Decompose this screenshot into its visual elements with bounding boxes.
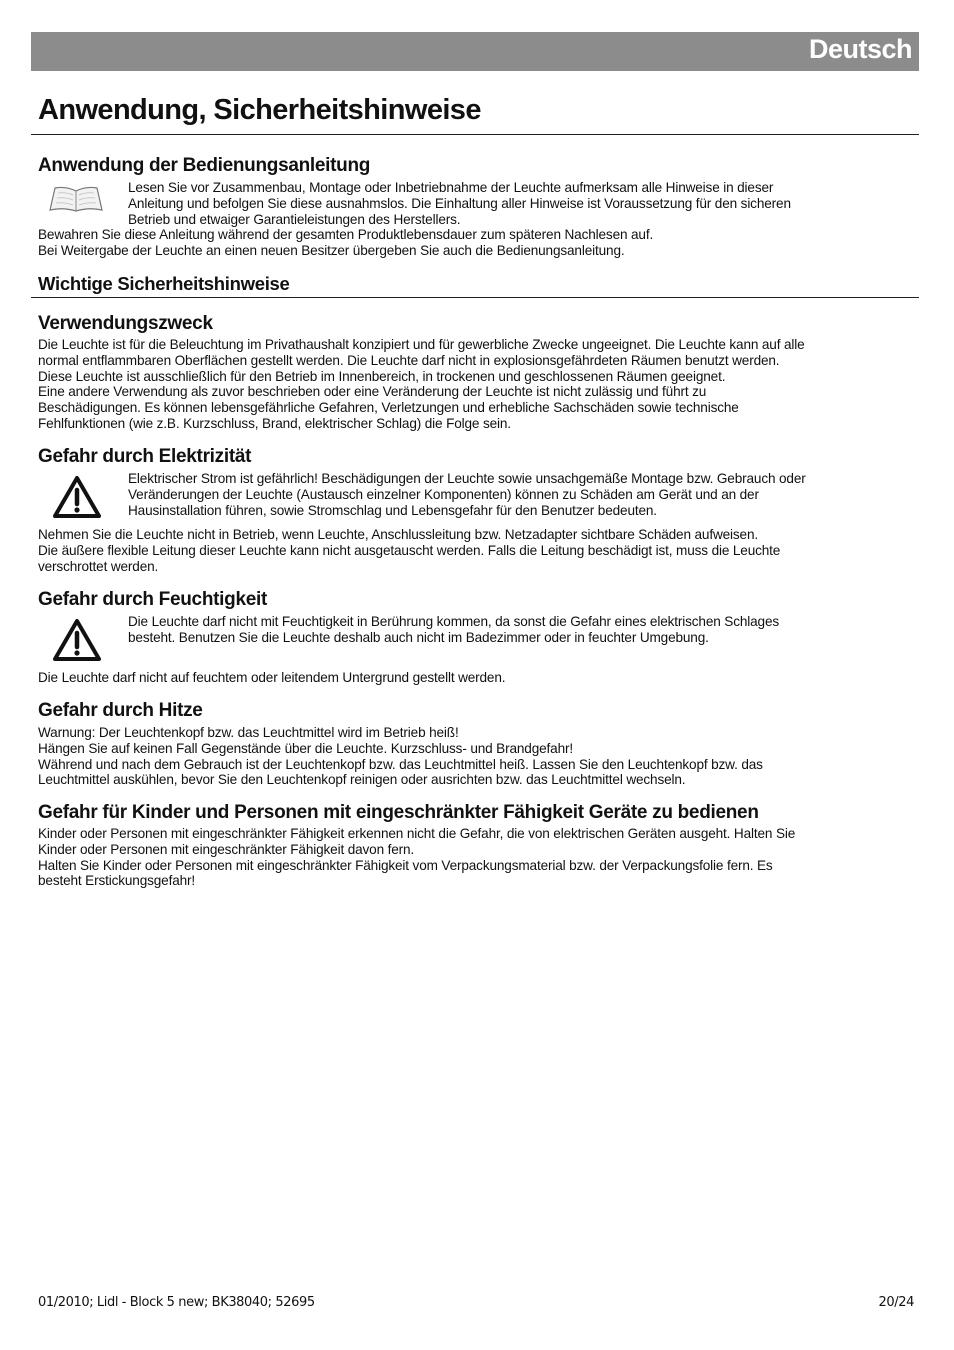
warning-triangle-icon	[52, 475, 102, 524]
children-text: Kinder oder Personen mit eingeschränkter Fähigkeit erkennen nicht die Gefahr, die von elektrischen Geräten ausgeht. Halten Sie Kinder oder Personen mit eingeschränkter Fähigkeit davon fern. Halten Sie Kinder oder Personen mit eingeschränkter Fähigkeit vom Verpackungsmaterial bzw. der Verpackungsfolie fern. Es besteht Erstickungsgefahr!	[38, 826, 796, 889]
manual-text: Bewahren Sie diese Anleitung während der gesamten Produktlebensdauer zum späteren Nachlesen auf. Bei Weitergabe der Leuchte an einen neuen Besitzer übergeben Sie auch die Bedienungsanleitung.	[38, 227, 654, 258]
section-heading-electricity: Gefahr durch Elektrizität	[38, 446, 252, 467]
manual-indented-text: Lesen Sie vor Zusammenbau, Montage oder Inbetriebnahme der Leuchte aufmerksam alle Hinweise in dieser Anleitung und befolgen Sie diese ausnahmslos. Die Einhaltung aller Hinweise ist Voraussetzung für den sicheren Betrieb und etwaiger Garantieleistungen des Herstellers.	[128, 180, 791, 227]
page-title: Anwendung, Sicherheitshinweise	[38, 94, 481, 126]
safety-divider	[31, 297, 919, 298]
section-heading-manual: Anwendung der Bedienungsanleitung	[38, 155, 371, 176]
language-label: Deutsch	[808, 34, 912, 64]
section-heading-heat: Gefahr durch Hitze	[38, 700, 203, 721]
electricity-indented-text: Elektrischer Strom ist gefährlich! Beschädigungen der Leuchte sowie unsachgemäße Montage bzw. Gebrauch oder Veränderungen der Leuchte (Austausch einzelner Komponenten) können zu Schäden am Gerät und an der Hausinstallation führen, sowie Stromschlag und Lebensgefahr für den Benutzer bedeuten.	[128, 471, 806, 518]
section-heading-children: Gefahr für Kinder und Personen mit eingeschränkter Fähigkeit Geräte zu bedienen	[38, 802, 759, 823]
electricity-text: Nehmen Sie die Leuchte nicht in Betrieb, wenn Leuchte, Anschlussleitung bzw. Netzadapter sichtbare Schäden aufweisen. Die äußere flexible Leitung dieser Leuchte kann nicht ausgetauscht werden. Falls die Leitung beschädigt ist, muss die Leuchte verschrottet werden.	[38, 527, 781, 574]
purpose-text: Die Leuchte ist für die Beleuchtung im Privathaushalt konzipiert und für gewerbliche Zwecke ungeeignet. Die Leuchte kann auf alle normal entflammbaren Oberflächen gestellt werden. Die Leuchte darf nicht in explosionsgefährdeten Räumen benutzt werden. Diese Leuchte ist ausschließlich für den Betrieb im Innenbereich, in trockenen und geschlossenen Räumen geeignet. Eine andere Verwendung als zuvor beschrieben oder eine Veränderung der Leuchte ist nicht zulässig und führt zu Beschädigungen. Es können lebensgefährliche Gefahren, Verletzungen und erhebliche Sachschäden sowie technische Fehlfunktionen (wie z.B. Kurzschluss, Brand, elektrischer Schlag) die Folge sein.	[38, 337, 805, 431]
footer-document-info: 01/2010; Lidl - Block 5 new; BK38040; 52695	[38, 1295, 315, 1310]
heat-text: Warnung: Der Leuchtenkopf bzw. das Leuchtmittel wird im Betrieb heiß! Hängen Sie auf keinen Fall Gegenstände über die Leuchte. Kurzschluss- und Brandgefahr! Während und nach dem Gebrauch ist der Leuchtenkopf bzw. das Leuchtmittel heiß. Lassen Sie den Leuchtenkopf bzw. das Leuchtmittel auskühlen, bevor Sie den Leuchtenkopf reinigen oder ausrichten bzw. das Leuchtmittel wechseln.	[38, 725, 763, 788]
open-book-icon	[46, 184, 106, 219]
section-heading-moisture: Gefahr durch Feuchtigkeit	[38, 589, 267, 610]
title-divider	[31, 134, 919, 135]
footer-page-number: 20/24	[878, 1295, 914, 1310]
warning-triangle-icon	[52, 618, 102, 667]
section-heading-safety: Wichtige Sicherheitshinweise	[38, 273, 290, 294]
section-heading-purpose: Verwendungszweck	[38, 313, 213, 334]
moisture-text: Die Leuchte darf nicht auf feuchtem oder leitendem Untergrund gestellt werden.	[38, 670, 506, 685]
moisture-indented-text: Die Leuchte darf nicht mit Feuchtigkeit in Berührung kommen, da sonst die Gefahr eines elektrischen Schlages besteht. Benutzen Sie die Leuchte deshalb auch nicht im Badezimmer oder in feuchter Umgebung.	[128, 614, 780, 645]
language-header-bar	[31, 32, 919, 71]
